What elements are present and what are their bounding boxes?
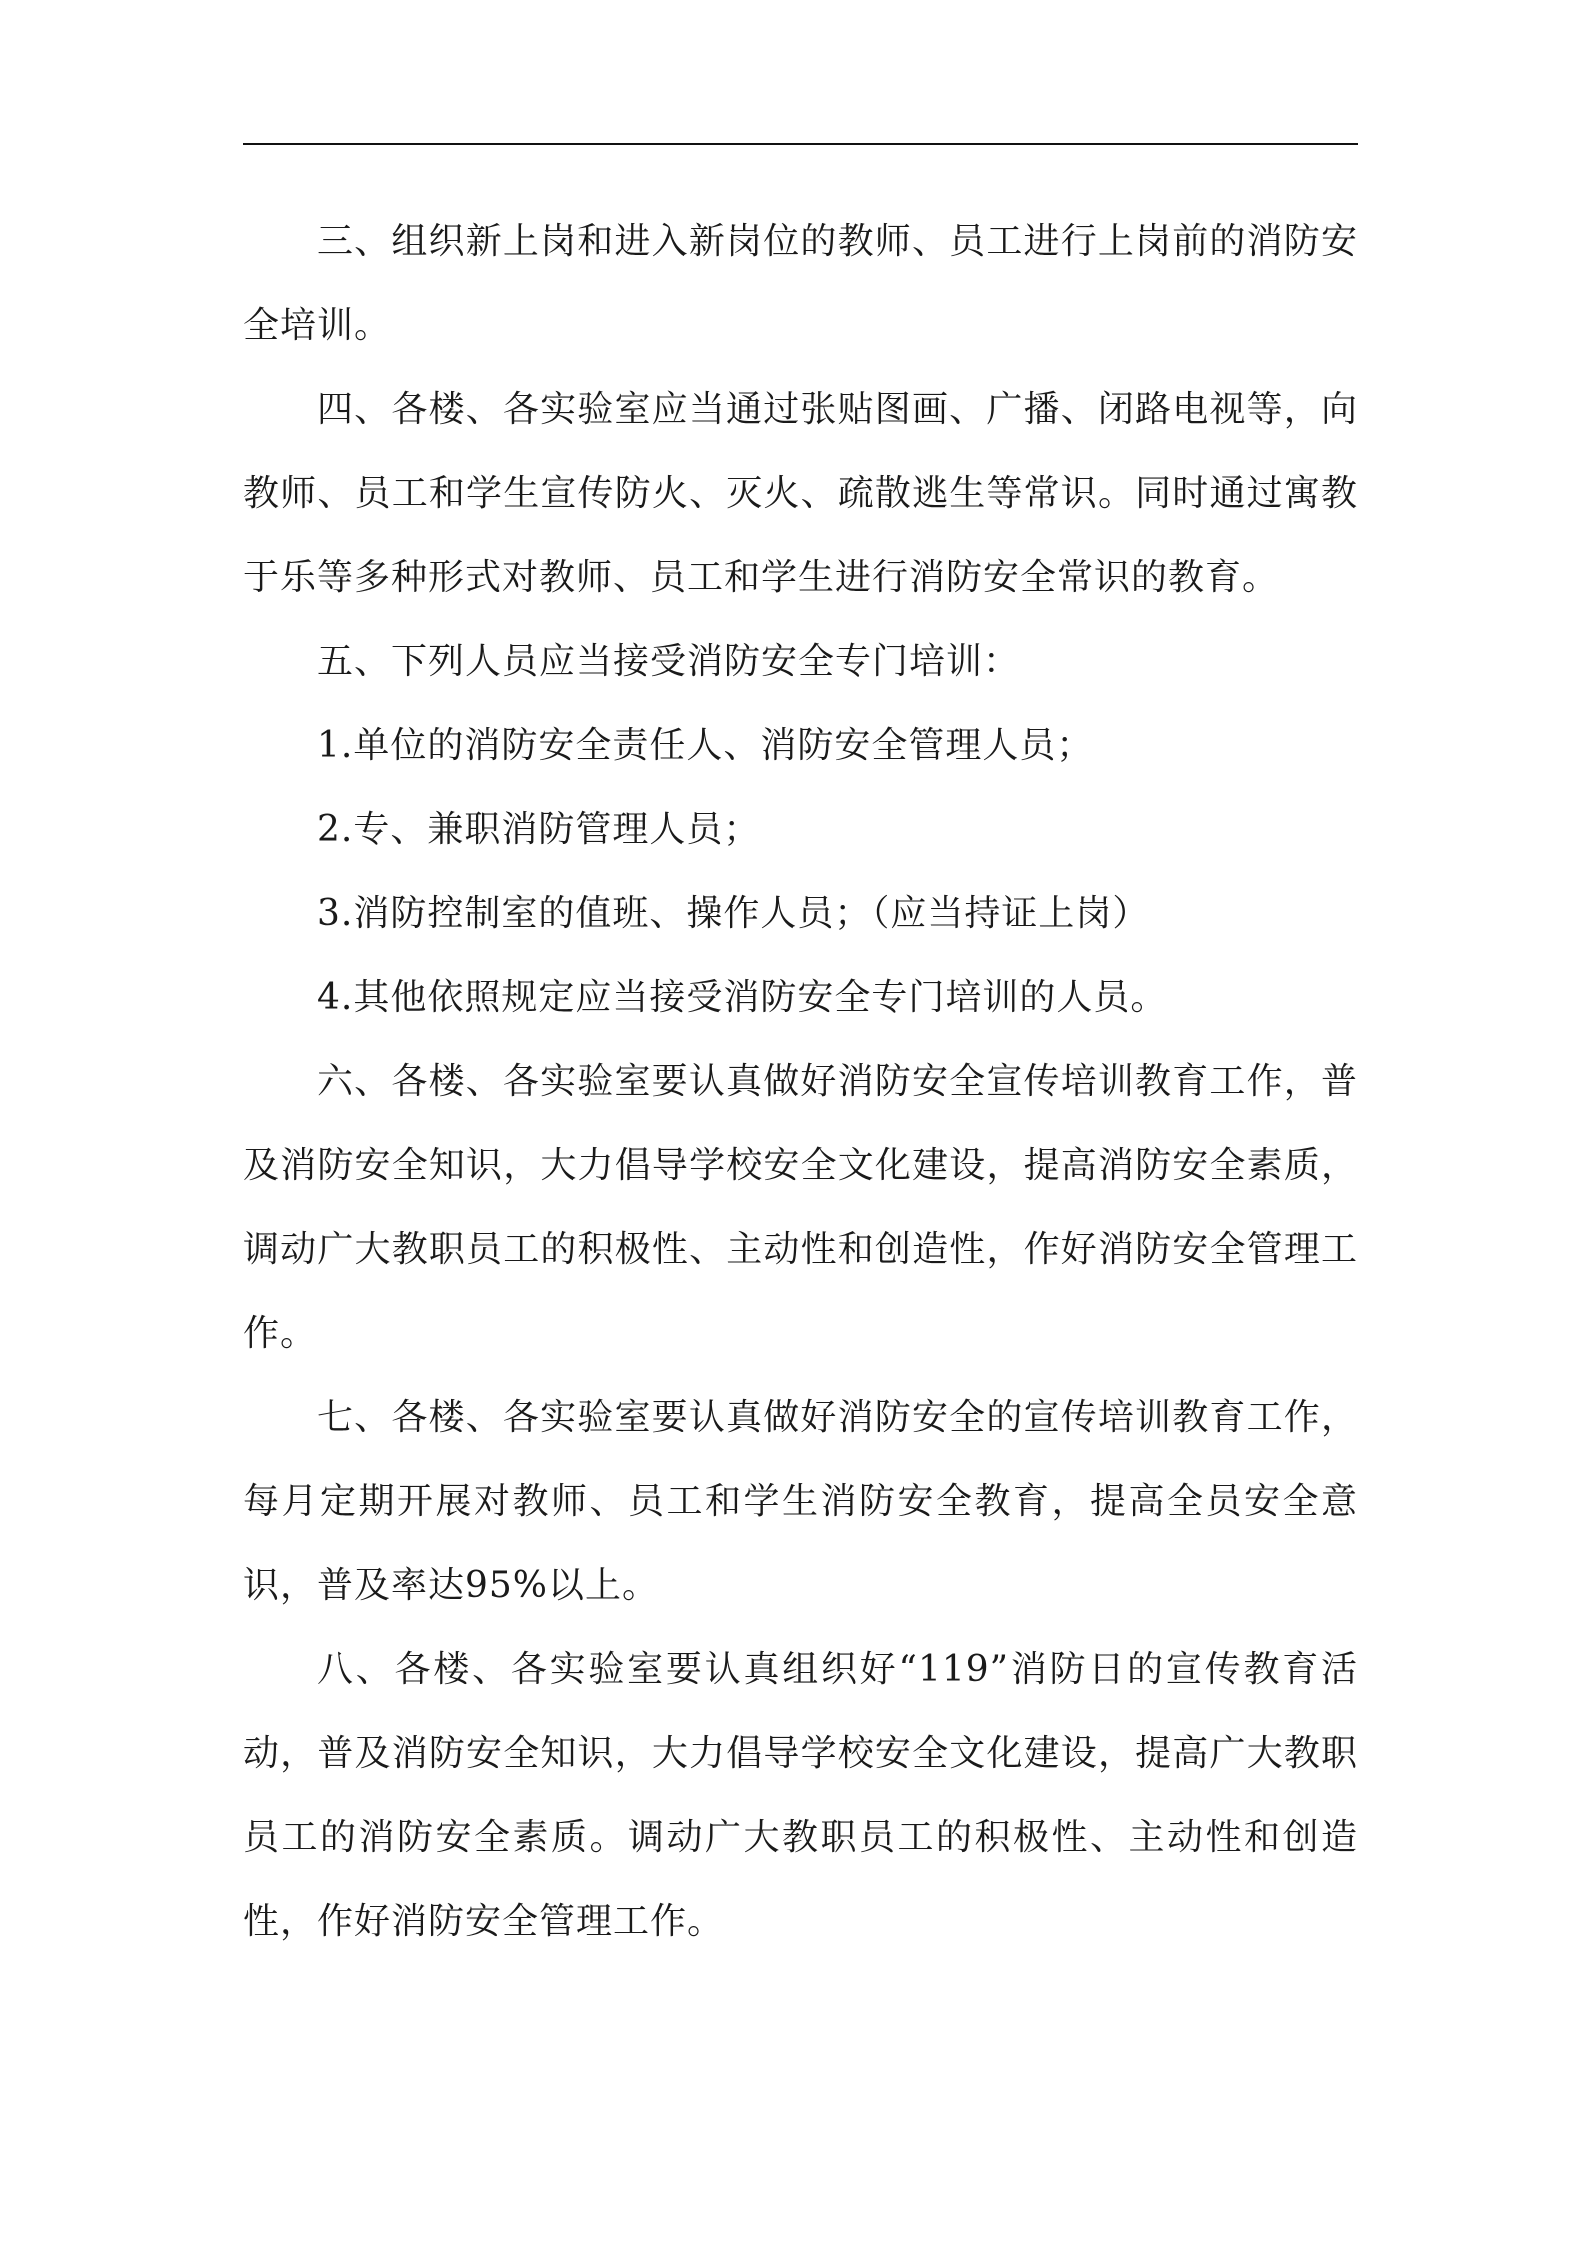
list-item-2: 2.专、兼职消防管理人员；: [317, 809, 761, 850]
paragraph-8-fire-day: 八、各楼、各实验室要认真组织好“119”消防日的宣传教育活动，普及消防安全知识，大力倡导学校安全文化建设，提高广大教职员工的消防安全素质。调动广大教职员工的积极性、主动性和创造性，作好消防安全管理工作。: [243, 1649, 1358, 1942]
paragraph-4-publicity: 四、各楼、各实验室应当通过张贴图画、广播、闭路电视等，向教师、员工和学生宣传防火、灭火、疏散逃生等常识。同时通过寓教于乐等多种形式对教师、员工和学生进行消防安全常识的教育。: [243, 389, 1358, 598]
paragraph-5-special-training: 五、下列人员应当接受消防安全专门培训：: [317, 641, 1021, 682]
paragraph-7-monthly-education: 七、各楼、各实验室要认真做好消防安全的宣传培训教育工作，每月定期开展对教师、员工和学生消防安全教育，提高全员安全意识，普及率达95%以上。: [243, 1397, 1358, 1606]
list-item-4: 4.其他依照规定应当接受消防安全专门培训的人员。: [317, 977, 1168, 1018]
paragraph-6-education-work: 六、各楼、各实验室要认真做好消防安全宣传培训教育工作，普及消防安全知识，大力倡导学校安全文化建设，提高消防安全素质，调动广大教职员工的积极性、主动性和创造性，作好消防安全管理工作。: [243, 1061, 1358, 1354]
list-item-3: 3.消防控制室的值班、操作人员；（应当持证上岗）: [317, 893, 1150, 934]
header-rule: [243, 143, 1358, 145]
paragraph-3-onboarding-training: 三、组织新上岗和进入新岗位的教师、员工进行上岗前的消防安全培训。: [243, 221, 1358, 346]
document-body: [243, 200, 1358, 1964]
list-item-1: 1.单位的消防安全责任人、消防安全管理人员；: [317, 725, 1094, 766]
